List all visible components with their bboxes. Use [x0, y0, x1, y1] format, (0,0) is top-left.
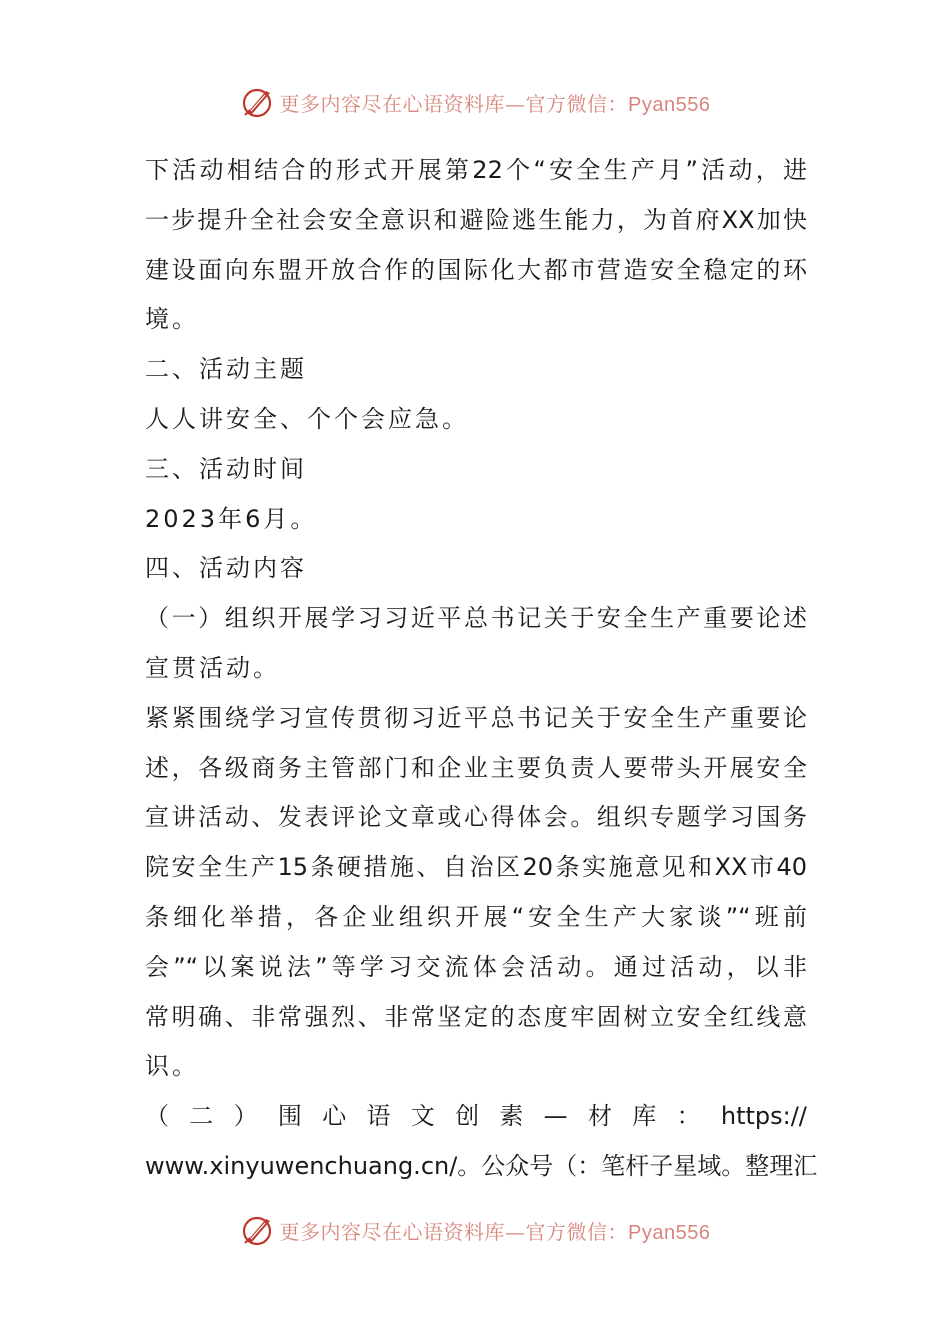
paragraph-line: 会”“以案说法”等学习交流体会活动。通过活动，以非 — [145, 952, 807, 981]
paragraph-line: 院安全生产15条硬措施、自治区20条实施意见和XX市40 — [145, 853, 807, 882]
paragraph-line: 境。 — [145, 305, 199, 334]
watermark-wechat-id: Pyan556 — [628, 1221, 711, 1244]
paragraph-line: 条细化举措，各企业组织开展“安全生产大家谈”“班前 — [145, 902, 807, 931]
paragraph-line: www.xinyuwenchuang.cn/。公众号（：笔杆子星域。整理汇 — [145, 1151, 818, 1180]
subsection-heading: 宣贯活动。 — [145, 653, 280, 682]
document-body — [145, 146, 818, 1192]
paragraph-line: 一步提升全社会安全意识和避险逃生能力，为首府XX加快 — [145, 205, 807, 234]
paragraph-line: 下活动相结合的形式开展第22个“安全生产月”活动，进 — [145, 156, 807, 184]
watermark-footer — [0, 1210, 950, 1250]
quill-pen-logo-icon — [240, 84, 276, 120]
subsection-heading: （ 二 ） 围 心 语 文 创 素 — 材 库 ： https:// — [145, 1102, 807, 1131]
paragraph-line: 建设面向东盟开放合作的国际化大都市营造安全稳定的环 — [145, 255, 807, 284]
watermark-prefix: 更多内容尽在心语资料库—官方微信： — [279, 91, 629, 116]
paragraph-line: 述，各级商务主管部门和企业主要负责人要带头开展安全 — [145, 753, 807, 782]
paragraph-line: 识。 — [145, 1052, 199, 1081]
paragraph-line: 紧紧围绕学习宣传贯彻习近平总书记关于安全生产重要论 — [145, 703, 807, 732]
section-heading: 三、活动时间 — [145, 454, 307, 483]
section-heading: 四、活动内容 — [145, 554, 307, 583]
watermark-text — [280, 88, 711, 117]
quill-pen-logo-icon — [240, 1212, 276, 1248]
paragraph-line: 人人讲安全、个个会应急。 — [145, 404, 469, 433]
subsection-heading: （一）组织开展学习习近平总书记关于安全生产重要论述 — [145, 604, 807, 633]
watermark-text — [280, 1216, 711, 1245]
section-heading: 二、活动主题 — [145, 355, 307, 384]
paragraph-line: 2023年6月。 — [145, 504, 318, 533]
paragraph-line: 常明确、非常强烈、非常坚定的态度牢固树立安全红线意 — [145, 1002, 807, 1031]
watermark-header — [0, 82, 950, 122]
paragraph-line: 宣讲活动、发表评论文章或心得体会。组织专题学习国务 — [145, 803, 807, 832]
watermark-prefix: 更多内容尽在心语资料库—官方微信： — [279, 1219, 629, 1244]
watermark-wechat-id: Pyan556 — [628, 93, 711, 116]
